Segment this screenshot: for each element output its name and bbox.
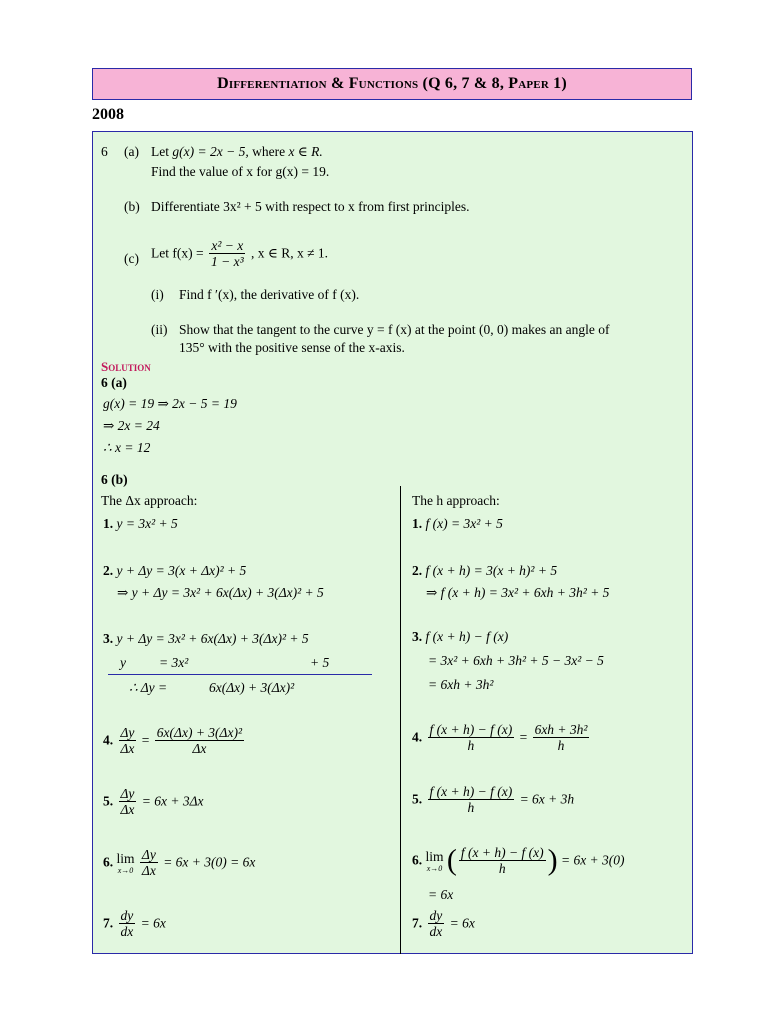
solution-6a-line2: ⇒ 2x = 24 <box>103 418 160 433</box>
solution-heading: Solution <box>101 359 151 374</box>
left-step-3-plus: + 5 <box>310 655 330 670</box>
part-c-ii-label: (ii) <box>151 322 168 337</box>
right-step-3c: = 6xh + 3h² <box>428 677 494 692</box>
year-heading: 2008 <box>92 106 124 123</box>
solution-6a-label: 6 (a) <box>101 375 127 390</box>
part-a-line2: Find the value of x for g(x) = 19. <box>151 164 330 179</box>
h-approach-title: The h approach: <box>412 493 500 508</box>
part-a-line1: Let g(x) = 2x − 5, where x ∈ R. <box>151 144 323 159</box>
part-c-ii-line2: 135° with the positive sense of the x-axis. <box>179 340 405 355</box>
part-c-i-label: (i) <box>151 287 164 302</box>
left-step-1: 1. y = 3x² + 5 <box>103 516 178 531</box>
solution-6a-line3: ∴ x = 12 <box>103 440 151 455</box>
right-step-3b: = 3x² + 6xh + 3h² + 5 − 3x² − 5 <box>428 653 604 668</box>
left-step-3-result-lhs: ∴ Δy = <box>129 680 168 695</box>
subtraction-line <box>108 674 372 675</box>
right-step-5: 5. $\frac{f (x + h) - f (x)}{h}$ = 6x + 3h <box>412 784 575 815</box>
left-step-5: 5. $\frac{\Delta y}{\Delta x}$ = 6x + 3Δx <box>103 786 204 817</box>
column-divider <box>400 486 401 954</box>
right-step-7: 7. $\frac{dy}{dx}$ = 6x <box>412 908 475 939</box>
left-step-3-result-rhs: 6x(Δx) + 3(Δx)² <box>209 680 295 695</box>
chapter-title-banner <box>92 68 692 100</box>
left-step-2b: ⇒ y + Δy = 3x² + 6x(Δx) + 3(Δx)² + 5 <box>117 585 324 600</box>
left-step-4: 4. $\frac{\Delta y}{\Delta x}$ = $\frac{\text{6x(Δx) + 3(Δx)²}}{\Delta x}$ <box>103 725 243 756</box>
part-b-label: (b) <box>124 199 140 214</box>
left-step-3-y: y <box>120 655 126 670</box>
right-step-6b: = 6x <box>428 887 454 902</box>
part-a-label: (a) <box>124 144 139 159</box>
right-step-1: 1. f (x) = 3x² + 5 <box>412 516 503 531</box>
right-step-2b: ⇒ f (x + h) = 3x² + 6xh + 3h² + 5 <box>426 585 610 600</box>
solution-6a-line1: g(x) = 19 ⇒ 2x − 5 = 19 <box>103 396 237 411</box>
part-c-definition: Let f(x) = $\frac{\text{x² − x}}{\text{1 − x³}}$ , x ∈ R, x ≠ 1. <box>151 238 329 269</box>
part-c-i-text: Find f ′(x), the derivative of f (x). <box>179 287 360 302</box>
chapter-title: Differentiation & Functions (Q 6, 7 & 8, Paper 1) <box>217 75 567 92</box>
part-b-text: Differentiate 3x² + 5 with respect to x from first principles. <box>151 199 470 214</box>
question-number: 6 <box>101 144 108 159</box>
delta-x-approach-title: The Δx approach: <box>101 493 198 508</box>
left-step-2: 2. y + Δy = 3(x + Δx)² + 5 <box>103 563 247 578</box>
left-step-3-eq: = 3x² <box>159 655 189 670</box>
left-step-6: 6. lim x→0 $\frac{\Delta y}{\Delta x}$ = 6x + 3(0) = 6x <box>103 847 256 878</box>
left-step-3: 3. y + Δy = 3x² + 6x(Δx) + 3(Δx)² + 5 <box>103 631 309 646</box>
left-step-7: 7. $\frac{dy}{dx}$ = 6x <box>103 908 166 939</box>
part-c-ii-line1: Show that the tangent to the curve y = f (x) at the point (0, 0) makes an angle of <box>179 322 610 337</box>
solution-6b-label: 6 (b) <box>101 472 128 487</box>
right-step-3: 3. f (x + h) − f (x) <box>412 629 509 644</box>
right-step-6: 6. lim x→0 ( $\frac{f (x + h) - f (x)}{h}$ ) = 6x + 3(0) <box>412 843 625 877</box>
right-step-2: 2. f (x + h) = 3(x + h)² + 5 <box>412 563 558 578</box>
part-c-label: (c) <box>124 251 139 266</box>
right-step-4: 4. $\frac{f (x + h) - f (x)}{h}$ = $\frac{\text{6xh + 3h²}}{h}$ <box>412 722 588 753</box>
